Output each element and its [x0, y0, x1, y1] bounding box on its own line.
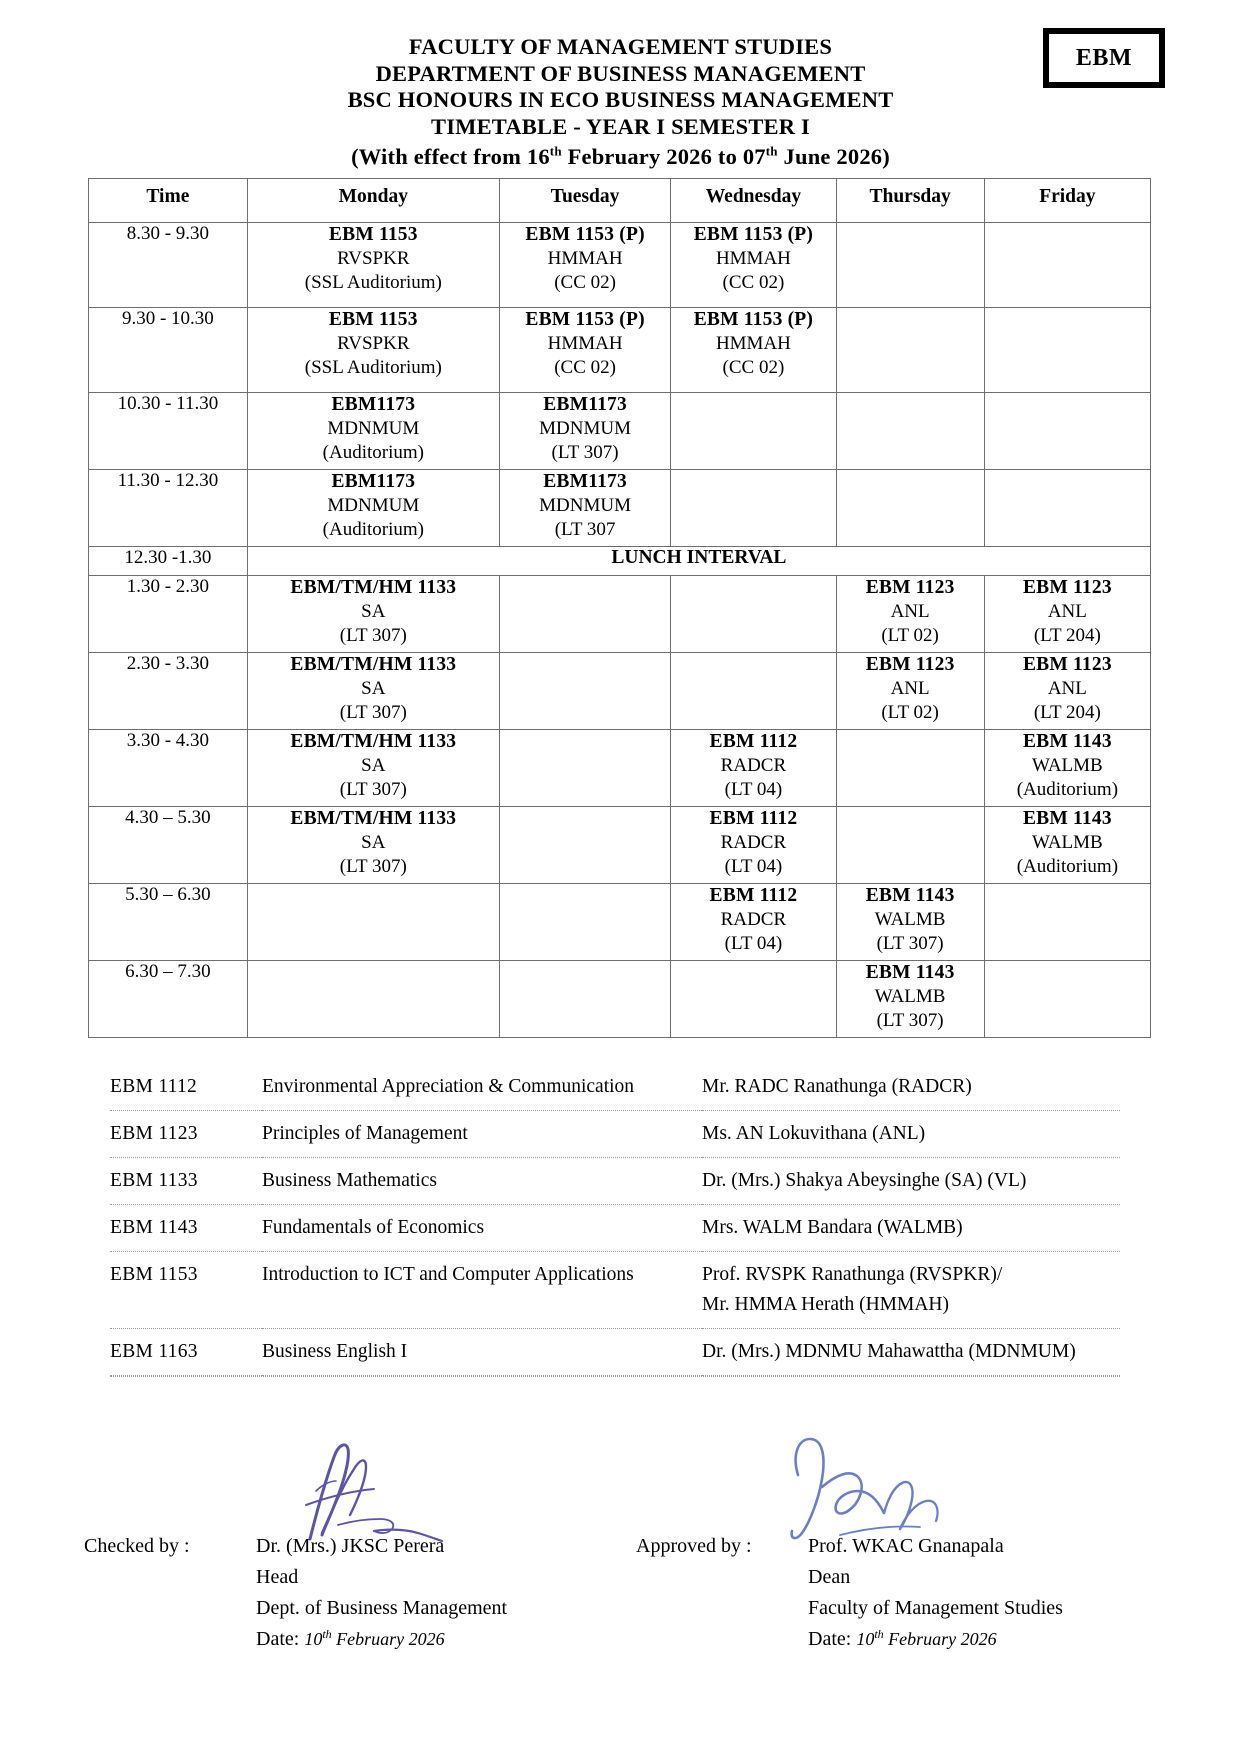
legend-course-title: Environmental Appreciation & Communication [262, 1064, 702, 1111]
timetable-row [89, 470, 1151, 547]
timetable-row [89, 807, 1151, 884]
timetable-col-header-wednesday: Wednesday [671, 179, 836, 223]
timetable-cell-empty [671, 470, 836, 547]
session-course-code: EBM1173 [543, 471, 627, 492]
session-room: (LT 02) [881, 625, 939, 646]
legend-course-lecturer [702, 1064, 1120, 1111]
session-room: (SSL Auditorium) [304, 357, 442, 378]
session-lecturer: WALMB [1032, 832, 1103, 853]
session-course-code: EBM/TM/HM 1133 [290, 808, 457, 829]
checked-by-name: Dr. (Mrs.) JKSC Perera [256, 1535, 445, 1557]
session-course-code: EBM1173 [331, 394, 416, 415]
session-lecturer: HMMAH [547, 248, 623, 269]
timetable-cell-session [247, 223, 499, 308]
approved-by-role: Dean [808, 1566, 851, 1588]
course-legend-row [110, 1064, 1120, 1111]
legend-course-title: Introduction to ICT and Computer Applications [262, 1252, 702, 1329]
timetable-cell-empty [836, 470, 984, 547]
timetable-cell-session [836, 653, 984, 730]
legend-course-lecturer [702, 1329, 1120, 1376]
session-lecturer: SA [361, 678, 386, 699]
timetable-cell-session [499, 308, 671, 393]
session-room: (LT 307) [551, 442, 619, 463]
timetable-cell-empty [984, 884, 1150, 961]
timetable-time-slot: 9.30 - 10.30 [89, 308, 248, 393]
session-room: (LT 307) [339, 625, 407, 646]
timetable-cell-empty [247, 961, 499, 1038]
timetable-cell-session [499, 470, 671, 547]
session-room: (Auditorium) [1016, 779, 1119, 800]
timetable-cell-empty [499, 807, 671, 884]
approved-by-details [808, 1531, 1063, 1655]
timetable-cell-empty [499, 653, 671, 730]
session-course-code: EBM 1153 (P) [693, 309, 814, 330]
session-room: (LT 307) [339, 702, 407, 723]
ebm-logo-text: EBM [1075, 44, 1133, 71]
timetable-row [89, 730, 1151, 807]
legend-lecturer-secondary: Mr. HMMA Herath (HMMAH) [702, 1294, 949, 1315]
session-course-code: EBM 1123 [865, 577, 955, 598]
approved-date-rest: February 2026 [883, 1629, 997, 1649]
timetable-cell-empty [836, 730, 984, 807]
timetable-cell-empty [984, 393, 1150, 470]
session-course-code: EBM 1143 [865, 885, 955, 906]
session-lecturer: SA [361, 832, 386, 853]
timetable-row [89, 653, 1151, 730]
timetable-cell-session [247, 807, 499, 884]
course-legend-row [110, 1329, 1120, 1376]
session-course-code: EBM 1112 [709, 808, 798, 829]
session-course-code: EBM 1153 (P) [525, 224, 645, 245]
legend-course-lecturer [702, 1252, 1120, 1329]
timetable-cell-empty [984, 961, 1150, 1038]
timetable-cell-empty [836, 308, 984, 393]
legend-course-lecturer [702, 1158, 1120, 1205]
session-lecturer: HMMAH [715, 248, 791, 269]
session-room: (LT 307) [876, 1010, 944, 1031]
effect-middle: February 2026 to 07 [561, 144, 766, 169]
timetable-cell-empty [499, 730, 671, 807]
session-course-code: EBM1173 [543, 394, 627, 415]
legend-lecturer-primary: Mr. RADC Ranathunga (RADCR) [702, 1076, 972, 1097]
effect-suffix: June 2026) [777, 144, 890, 169]
session-course-code: EBM 1143 [1022, 731, 1112, 752]
session-room: (LT 307) [339, 856, 407, 877]
legend-course-lecturer [702, 1111, 1120, 1158]
legend-bottom-divider [110, 1376, 1120, 1377]
course-legend-row [110, 1158, 1120, 1205]
timetable-cell-empty [499, 884, 671, 961]
course-legend-row [110, 1252, 1120, 1329]
approved-date-label: Date: [808, 1628, 857, 1650]
timetable-row [89, 393, 1151, 470]
session-lecturer: MDNMUM [327, 418, 420, 439]
checked-by-role: Head [256, 1566, 299, 1588]
session-room: (LT 02) [881, 702, 939, 723]
legend-lecturer-primary: Ms. AN Lokuvithana (ANL) [702, 1123, 926, 1144]
header-effect-dates [0, 140, 1241, 172]
legend-course-code: EBM 1153 [110, 1252, 262, 1329]
approved-by-signature-image [780, 1429, 970, 1547]
checked-date-ordinal: th [322, 1627, 332, 1641]
header-timetable-title: TIMETABLE - YEAR I SEMESTER I [430, 113, 810, 139]
session-room: (LT 04) [724, 856, 783, 877]
timetable-cell-empty [984, 470, 1150, 547]
session-room: (LT 04) [724, 779, 783, 800]
timetable-row [89, 961, 1151, 1038]
session-room: (Auditorium) [322, 519, 424, 540]
session-room: (LT 307) [876, 933, 944, 954]
session-lecturer: ANL [1047, 678, 1087, 699]
timetable-time-slot: 4.30 – 5.30 [89, 807, 248, 884]
session-room: (Auditorium) [322, 442, 424, 463]
effect-ordinal-end: th [765, 143, 778, 159]
legend-course-code: EBM 1112 [110, 1064, 262, 1111]
legend-course-title: Fundamentals of Economics [262, 1205, 702, 1252]
approved-by-label: Approved by : [636, 1535, 752, 1557]
timetable-cell-empty [499, 961, 671, 1038]
timetable-cell-empty [984, 308, 1150, 393]
session-room: (LT 307 [554, 519, 616, 540]
timetable-header-row [89, 179, 1151, 223]
lunch-time-label: 12.30 -1.30 [89, 547, 248, 576]
legend-course-code: EBM 1123 [110, 1111, 262, 1158]
timetable-cell-session [984, 730, 1150, 807]
timetable-row [89, 884, 1151, 961]
legend-course-lecturer [702, 1205, 1120, 1252]
timetable-cell-empty [499, 576, 671, 653]
legend-lecturer-primary: Prof. RVSPK Ranathunga (RVSPKR)/ [702, 1264, 1003, 1285]
session-course-code: EBM 1143 [1022, 808, 1112, 829]
session-lecturer: RADCR [720, 909, 787, 930]
timetable-col-header-friday: Friday [984, 179, 1150, 223]
session-room: (CC 02) [722, 357, 785, 378]
course-legend-row [110, 1205, 1120, 1252]
timetable-cell-session [836, 884, 984, 961]
timetable-col-header-tuesday: Tuesday [499, 179, 671, 223]
session-course-code: EBM 1143 [865, 962, 955, 983]
effect-ordinal-start: th [549, 143, 562, 159]
timetable-cell-session [984, 807, 1150, 884]
course-legend-table [110, 1064, 1120, 1376]
timetable-lunch-row [89, 547, 1151, 576]
session-course-code: EBM 1153 (P) [525, 309, 645, 330]
timetable-cell-session [836, 576, 984, 653]
checked-by-dept: Dept. of Business Management [256, 1597, 508, 1619]
timetable-col-header-monday: Monday [247, 179, 499, 223]
session-lecturer: MDNMUM [539, 495, 631, 516]
timetable-cell-empty [671, 653, 836, 730]
approved-date-day: 10 [856, 1629, 875, 1649]
timetable-time-slot: 6.30 – 7.30 [89, 961, 248, 1038]
timetable-col-header-time: Time [89, 179, 248, 223]
legend-course-title: Business English I [262, 1329, 702, 1376]
session-lecturer: HMMAH [715, 333, 791, 354]
checked-by-date [256, 1624, 507, 1655]
legend-course-code: EBM 1133 [110, 1158, 262, 1205]
timetable-container [88, 178, 1153, 1038]
session-lecturer: RVSPKR [337, 248, 410, 269]
timetable-cell-session [499, 393, 671, 470]
session-lecturer: ANL [890, 678, 930, 699]
session-course-code: EBM/TM/HM 1133 [290, 731, 457, 752]
session-room: (LT 204) [1033, 702, 1101, 723]
timetable-time-slot: 11.30 - 12.30 [89, 470, 248, 547]
session-lecturer: MDNMUM [327, 495, 420, 516]
timetable-cell-session [247, 653, 499, 730]
header-department: DEPARTMENT OF BUSINESS MANAGEMENT [375, 60, 866, 86]
session-room: (CC 02) [554, 357, 616, 378]
timetable-cell-session [984, 576, 1150, 653]
checked-by-block [84, 1531, 507, 1655]
legend-course-code: EBM 1163 [110, 1329, 262, 1376]
timetable-cell-session [671, 807, 836, 884]
session-room: (LT 204) [1033, 625, 1101, 646]
timetable-cell-empty [984, 223, 1150, 308]
session-lecturer: MDNMUM [539, 418, 631, 439]
approved-by-block [636, 1531, 1063, 1655]
timetable-col-header-thursday: Thursday [836, 179, 984, 223]
session-course-code: EBM 1123 [1022, 577, 1112, 598]
approved-by-name: Prof. WKAC Gnanapala [808, 1535, 1004, 1557]
checked-by-label: Checked by : [84, 1535, 190, 1557]
header-programme: BSC HONOURS IN ECO BUSINESS MANAGEMENT [347, 87, 894, 112]
timetable-cell-session [671, 223, 836, 308]
document-header [0, 0, 1241, 172]
session-lecturer: HMMAH [547, 333, 623, 354]
session-room: (Auditorium) [1016, 856, 1119, 877]
timetable-head [89, 179, 1151, 223]
timetable-row [89, 576, 1151, 653]
session-room: (SSL Auditorium) [304, 272, 442, 293]
header-faculty: FACULTY OF MANAGEMENT STUDIES [408, 34, 833, 59]
checked-date-day: 10 [304, 1629, 323, 1649]
approved-date-ordinal: th [874, 1627, 884, 1641]
timetable-cell-session [671, 308, 836, 393]
session-course-code: EBM 1112 [709, 885, 798, 906]
checked-by-signature-image [276, 1435, 466, 1545]
session-course-code: EBM 1112 [709, 731, 798, 752]
signature-area [0, 1429, 1241, 1729]
session-room: (CC 02) [722, 272, 785, 293]
session-room: (LT 04) [724, 933, 783, 954]
timetable-time-slot: 8.30 - 9.30 [89, 223, 248, 308]
session-lecturer: WALMB [874, 986, 946, 1007]
timetable-table [88, 178, 1151, 1038]
course-legend-row [110, 1111, 1120, 1158]
approved-by-date [808, 1624, 1063, 1655]
session-lecturer: ANL [1047, 601, 1087, 622]
session-course-code: EBM1173 [331, 471, 416, 492]
timetable-cell-session [247, 576, 499, 653]
timetable-cell-session [247, 730, 499, 807]
timetable-cell-session [247, 308, 499, 393]
timetable-time-slot: 10.30 - 11.30 [89, 393, 248, 470]
timetable-time-slot: 5.30 – 6.30 [89, 884, 248, 961]
effect-prefix: (With effect from 16 [351, 144, 550, 169]
timetable-time-slot: 2.30 - 3.30 [89, 653, 248, 730]
timetable-cell-empty [836, 393, 984, 470]
checked-by-details [256, 1531, 507, 1655]
session-lecturer: WALMB [1032, 755, 1103, 776]
timetable-body [89, 223, 1151, 1038]
timetable-row [89, 223, 1151, 308]
timetable-cell-session [247, 470, 499, 547]
legend-lecturer-primary: Mrs. WALM Bandara (WALMB) [702, 1217, 963, 1238]
timetable-cell-session [499, 223, 671, 308]
session-course-code: EBM 1153 (P) [693, 224, 814, 245]
timetable-time-slot: 3.30 - 4.30 [89, 730, 248, 807]
timetable-cell-session [671, 884, 836, 961]
session-lecturer: SA [361, 755, 386, 776]
session-room: (CC 02) [554, 272, 616, 293]
timetable-cell-empty [671, 961, 836, 1038]
session-course-code: EBM 1153 [328, 224, 418, 245]
lunch-interval-banner: LUNCH INTERVAL [247, 547, 1150, 576]
timetable-cell-session [671, 730, 836, 807]
timetable-cell-empty [836, 223, 984, 308]
timetable-cell-empty [836, 807, 984, 884]
session-lecturer: WALMB [874, 909, 946, 930]
checked-date-rest: February 2026 [331, 1629, 445, 1649]
timetable-cell-empty [247, 884, 499, 961]
checked-date-label: Date: [256, 1628, 305, 1650]
timetable-cell-empty [671, 576, 836, 653]
session-lecturer: RADCR [720, 755, 787, 776]
timetable-row [89, 308, 1151, 393]
timetable-cell-empty [671, 393, 836, 470]
legend-lecturer-primary: Dr. (Mrs.) MDNMU Mahawattha (MDNMUM) [702, 1341, 1076, 1362]
timetable-cell-session [984, 653, 1150, 730]
approved-by-dept: Faculty of Management Studies [808, 1597, 1063, 1619]
session-course-code: EBM 1123 [865, 654, 955, 675]
legend-course-title: Business Mathematics [262, 1158, 702, 1205]
legend-course-code: EBM 1143 [110, 1205, 262, 1252]
course-legend-body [110, 1064, 1120, 1376]
timetable-time-slot: 1.30 - 2.30 [89, 576, 248, 653]
session-lecturer: RVSPKR [337, 333, 410, 354]
session-course-code: EBM 1153 [328, 309, 418, 330]
session-room: (LT 307) [339, 779, 407, 800]
session-lecturer: SA [361, 601, 386, 622]
session-course-code: EBM/TM/HM 1133 [290, 654, 457, 675]
session-course-code: EBM/TM/HM 1133 [290, 577, 457, 598]
timetable-cell-session [836, 961, 984, 1038]
legend-lecturer-primary: Dr. (Mrs.) Shakya Abeysinghe (SA) (VL) [702, 1170, 1027, 1191]
legend-course-title: Principles of Management [262, 1111, 702, 1158]
session-lecturer: ANL [890, 601, 930, 622]
session-lecturer: RADCR [720, 832, 787, 853]
timetable-cell-session [247, 393, 499, 470]
session-course-code: EBM 1123 [1022, 654, 1112, 675]
